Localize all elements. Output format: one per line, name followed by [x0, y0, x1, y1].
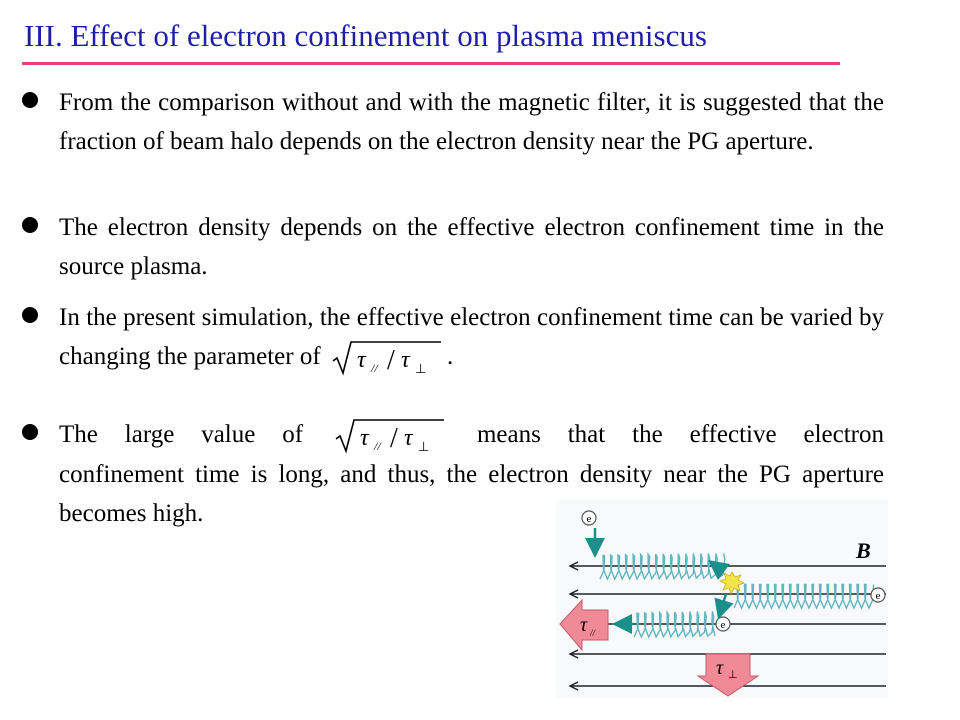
tau-symbol: τ	[356, 347, 366, 374]
svg-text:⊥: ⊥	[728, 669, 738, 681]
bullet-2-text: The electron density depends on the effective electron confinement time in the source plasma.	[59, 214, 884, 280]
electron-right	[871, 588, 885, 602]
bullet-3-text-before: In the present simulation, the effective electron confinement time can be varied by changing the parameter of	[59, 304, 884, 370]
title-underline	[22, 62, 840, 65]
bullet-dot-icon	[22, 424, 38, 440]
bullet-1-text: From the comparison without and with the magnetic filter, it is suggested that the fraction of beam halo depends on the electron density near the PG aperture.	[59, 89, 884, 155]
bullet-4-text-before: The large value of	[59, 421, 304, 448]
bullet-3-text	[22, 298, 884, 377]
svg-text://: //	[590, 628, 596, 638]
bullet-3	[22, 298, 884, 377]
bullet-4-text-after: means that the effective electron	[476, 421, 885, 448]
tau-symbol: τ	[400, 347, 410, 374]
slash-symbol: /	[390, 423, 398, 455]
bullet-4-rest: confinement time is long, and thus, the electron density near the PG aperture becomes high.	[59, 461, 884, 528]
bullet-2	[22, 208, 884, 286]
electron-confinement-diagram	[556, 500, 888, 698]
tau-symbol: τ	[360, 425, 369, 452]
perp-subscript: ⊥	[414, 361, 427, 377]
bullet-3-text-after: .	[446, 343, 454, 370]
tau-ratio-formula	[334, 417, 446, 455]
svg-text:e: e	[720, 619, 726, 631]
bullet-dot-icon	[22, 92, 38, 108]
tau-ratio-formula	[331, 339, 443, 377]
svg-text:e: e	[586, 513, 592, 525]
tau-symbol: τ	[404, 425, 413, 452]
svg-text:e: e	[875, 590, 881, 602]
bullet-4-line-1	[22, 415, 884, 455]
electron-middle	[716, 617, 730, 631]
parallel-subscript: //	[374, 439, 381, 454]
bullet-1	[22, 83, 884, 161]
svg-text:τ: τ	[580, 614, 588, 636]
bullet-dot-icon	[22, 307, 38, 323]
slash-symbol: /	[386, 345, 395, 377]
electron-top	[582, 511, 596, 525]
bullet-dot-icon	[22, 217, 38, 233]
svg-text:τ: τ	[716, 657, 724, 679]
perp-subscript: ⊥	[418, 439, 430, 455]
parallel-subscript: //	[370, 361, 378, 376]
magnetic-field-label: B	[856, 538, 871, 563]
slide-title: III. Effect of electron confinement on plasma meniscus	[24, 18, 707, 53]
